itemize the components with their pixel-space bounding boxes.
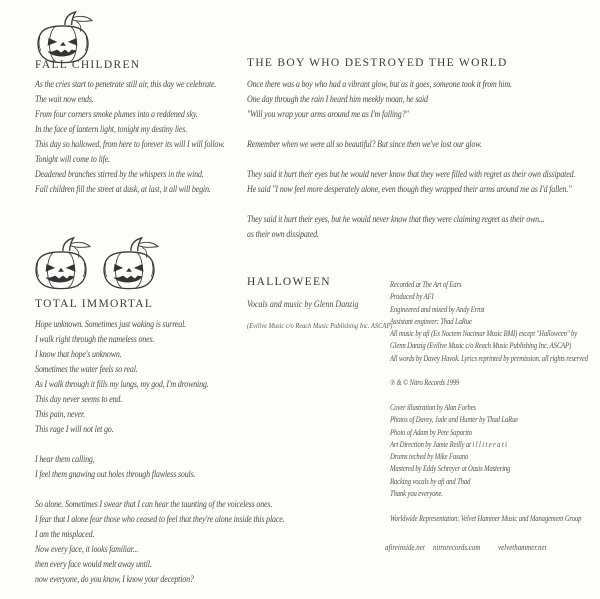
lyric-line (35, 483, 284, 498)
lyric-line: Sometimes the water feels so real. (35, 365, 138, 375)
lyric-line: I fear that I alone fear those who ceased to feel that they're alone inside this place. (35, 515, 285, 525)
credit-line: Photo of Adam by Pete Saporito (390, 427, 473, 437)
lyric-line: I feel them gnawing out holes through flawless souls. (35, 470, 196, 480)
lyric-line: Fall children fill the street at dusk, at last, it all will begin. (35, 185, 211, 195)
boy-who-destroyed-lyrics (247, 78, 575, 243)
lyric-line (247, 198, 575, 213)
lyric-line: now everyone, do you know, I know your deception? (35, 575, 194, 585)
lyric-line: Tonight will come to life. (35, 155, 110, 165)
lyric-line: I hear them calling, (35, 455, 95, 465)
lyric-line: Remember when we were all so beautiful? But since then we've lost our glow. (247, 140, 482, 150)
lyric-line: Once there was a boy who had a vibrant glow, but as it goes, someone took it from him. (247, 80, 512, 90)
credit-line: ℗ & © Nitro Records 1999 (390, 378, 460, 388)
credit-line (390, 500, 588, 512)
credit-line: Thank you everyone. (390, 489, 443, 499)
lyric-line: He said "I now feel more desperately alone, even though they wrapped their arms around me as I'd fallen." (247, 185, 572, 195)
lyric-line: Deadened branches stirred by the whispers in the wind. (35, 170, 204, 180)
lyric-line: As the cries start to penetrate still air, this day we celebrate. (35, 80, 217, 90)
lyric-line: This pain, never. (35, 410, 85, 420)
lyric-line: From four corners smoke plumes into a reddened sky. (35, 110, 198, 120)
credit-line: Worldwide Representation: Velvet Hammer Music and Management Group (390, 513, 582, 523)
lyric-line (247, 123, 575, 138)
jack-o-lantern-icon (32, 10, 94, 66)
lyric-line: As I walk through it fills my lungs, my god, I'm drowning. (35, 380, 209, 390)
credit-line (390, 390, 588, 402)
lyric-line: "Will you wrap your arms around me as I'm falling?" (247, 110, 409, 120)
lyric-line: as their own dissipated. (247, 230, 319, 240)
lyric-line: This day so hallowed, from here to forever its will I will follow. (35, 140, 225, 150)
section-title-total-immortal: TOTAL IMMORTAL (35, 298, 154, 310)
lyric-line: I walk right through the nameless ones. (35, 335, 155, 345)
credit-line: Photos of Davey, Jade and Hunter by Thad LaRue (390, 415, 519, 425)
website-afireinside: afireinside.net (385, 543, 425, 552)
credit-line: Cover illustration by Alan Forbes (390, 402, 476, 412)
credit-line: Engineered and mixed by Andy Ernst (390, 304, 485, 314)
lyric-line (35, 438, 284, 453)
lyric-line: They said it hurt their eyes, but he would never know that they were claiming regret as their own... (247, 215, 545, 225)
section-title-boy-who-destroyed-the-world: THE BOY WHO DESTROYED THE WORLD (247, 57, 508, 69)
credit-line: Backing vocals by afi and Thad (390, 476, 471, 486)
lyric-line: Hope unknown. Sometimes just waking is surreal. (35, 320, 186, 330)
credit-line: All words by Davey Havok. Lyrics reprinted by permission. all rights reserved (390, 353, 588, 363)
lyric-line (247, 153, 575, 168)
website-velvethammer: velvethammer.net (498, 543, 547, 552)
credit-line: Glenn Danzig (Evilive Music c/o Reach Music Publishing Inc. ASCAP) (390, 341, 572, 351)
jack-o-lantern-icon (98, 236, 160, 292)
credit-line: Produced by AFI (390, 292, 434, 302)
halloween-publisher: (Evilive Music c/o Reach Music Publishing Inc. ASCAP) (247, 321, 393, 330)
lyric-line: This day never seems to end. (35, 395, 123, 405)
lyric-line: They said it hurt their eyes but he would never know that they were filled with regret as their own dissipated. (247, 170, 576, 180)
lyric-line: The wait now ends. (35, 95, 94, 105)
lyric-line: In the face of lantern light, tonight my destiny lies. (35, 125, 188, 135)
lyric-line: Now every face, it looks familiar... (35, 545, 139, 555)
halloween-byline: Vocals and music by Glenn Danzig (247, 300, 359, 310)
credit-line: Recorded at The Art of Ears (390, 280, 462, 289)
lyric-line: then every face would melt away until. (35, 560, 152, 570)
section-title-halloween: HALLOWEEN (247, 276, 331, 288)
lyric-line: I am the misplaced. (35, 530, 95, 540)
website-nitrorecords: nitrorecords.com (433, 543, 481, 552)
credits-list (390, 279, 588, 525)
fall-children-lyrics (35, 78, 225, 198)
lyric-line: This rage I will not let go. (35, 425, 114, 435)
jack-o-lantern-icon (30, 236, 92, 292)
credit-line: All music by afi (Ex Noctem Nacimur Music BMI) except "Halloween" by (390, 329, 578, 339)
credit-line: Drums teched by Mike Fusano (390, 452, 469, 462)
lyric-line: I know that hope's unknown. (35, 350, 122, 360)
credit-line: Art Direction by Jamie Reilly at i l l i t e r a t i (390, 439, 507, 449)
credit-line: Assistant engineer: Thad LaRue (390, 316, 472, 326)
total-immortal-lyrics (35, 318, 284, 588)
lyric-line: One day through the rain I heard him meekly moan, he said (247, 95, 428, 105)
lyric-line: So alone. Sometimes I swear that I can hear the taunting of the voiceless ones. (35, 500, 273, 510)
credit-line: Mastered by Eddy Schreyer at Oasis Mastering (390, 464, 511, 474)
section-title-fall-children: FALL CHILDREN (35, 59, 141, 71)
credit-line (390, 365, 588, 377)
